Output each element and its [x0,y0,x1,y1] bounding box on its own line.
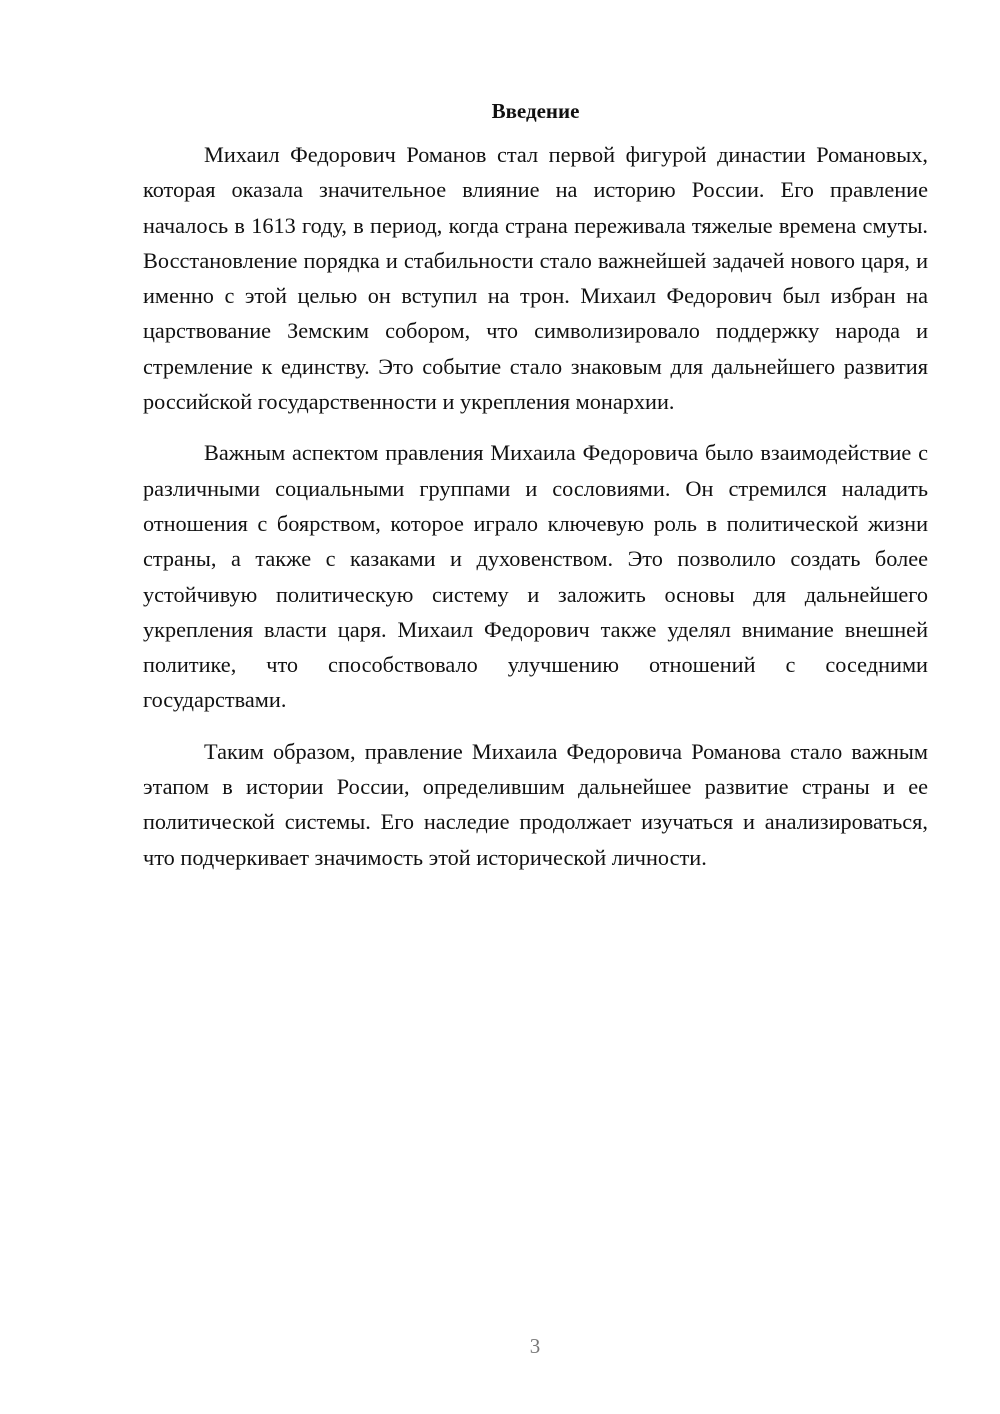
section-title: Введение [491,99,580,123]
paragraph-1: Михаил Федорович Романов стал первой фигурой династии Романовых, которая оказала значительное влияние на историю России. Его правление началось в 1613 году, в период, когда страна переживала тяжелые времена смуты. Восстановление порядка и стабильности стало важнейшей задачей нового царя, и именно с этой целью он вступил на трон. Михаил Федорович был избран на царствование Земским собором, что символизировало поддержку народа и стремление к единству. Это событие стало знаковым для дальнейшего развития российской государственности и укрепления монархии. [143,142,928,415]
paragraph-3: Таким образом, правление Михаила Федоровича Романова стало важным этапом в истории России, определившим дальнейшее развитие страны и ее политической системы. Его наследие продолжает изучаться и анализироваться, что подчеркивает значимость этой исторической личности. [143,738,928,870]
paragraph-2: Важным аспектом правления Михаила Федоровича было взаимодействие с различными социальными группами и сословиями. Он стремился наладить отношения с боярством, которое играло ключевую роль в политической жизни страны, а также с казаками и духовенством. Это позволило создать более устойчивую политическую систему и заложить основы для дальнейшего укрепления власти царя. Михаил Федорович также уделял внимание внешней политике, что способствовало улучшению отношений с соседними государствами. [143,440,928,713]
page-content [143,96,928,891]
page-number: 3 [529,1334,541,1358]
